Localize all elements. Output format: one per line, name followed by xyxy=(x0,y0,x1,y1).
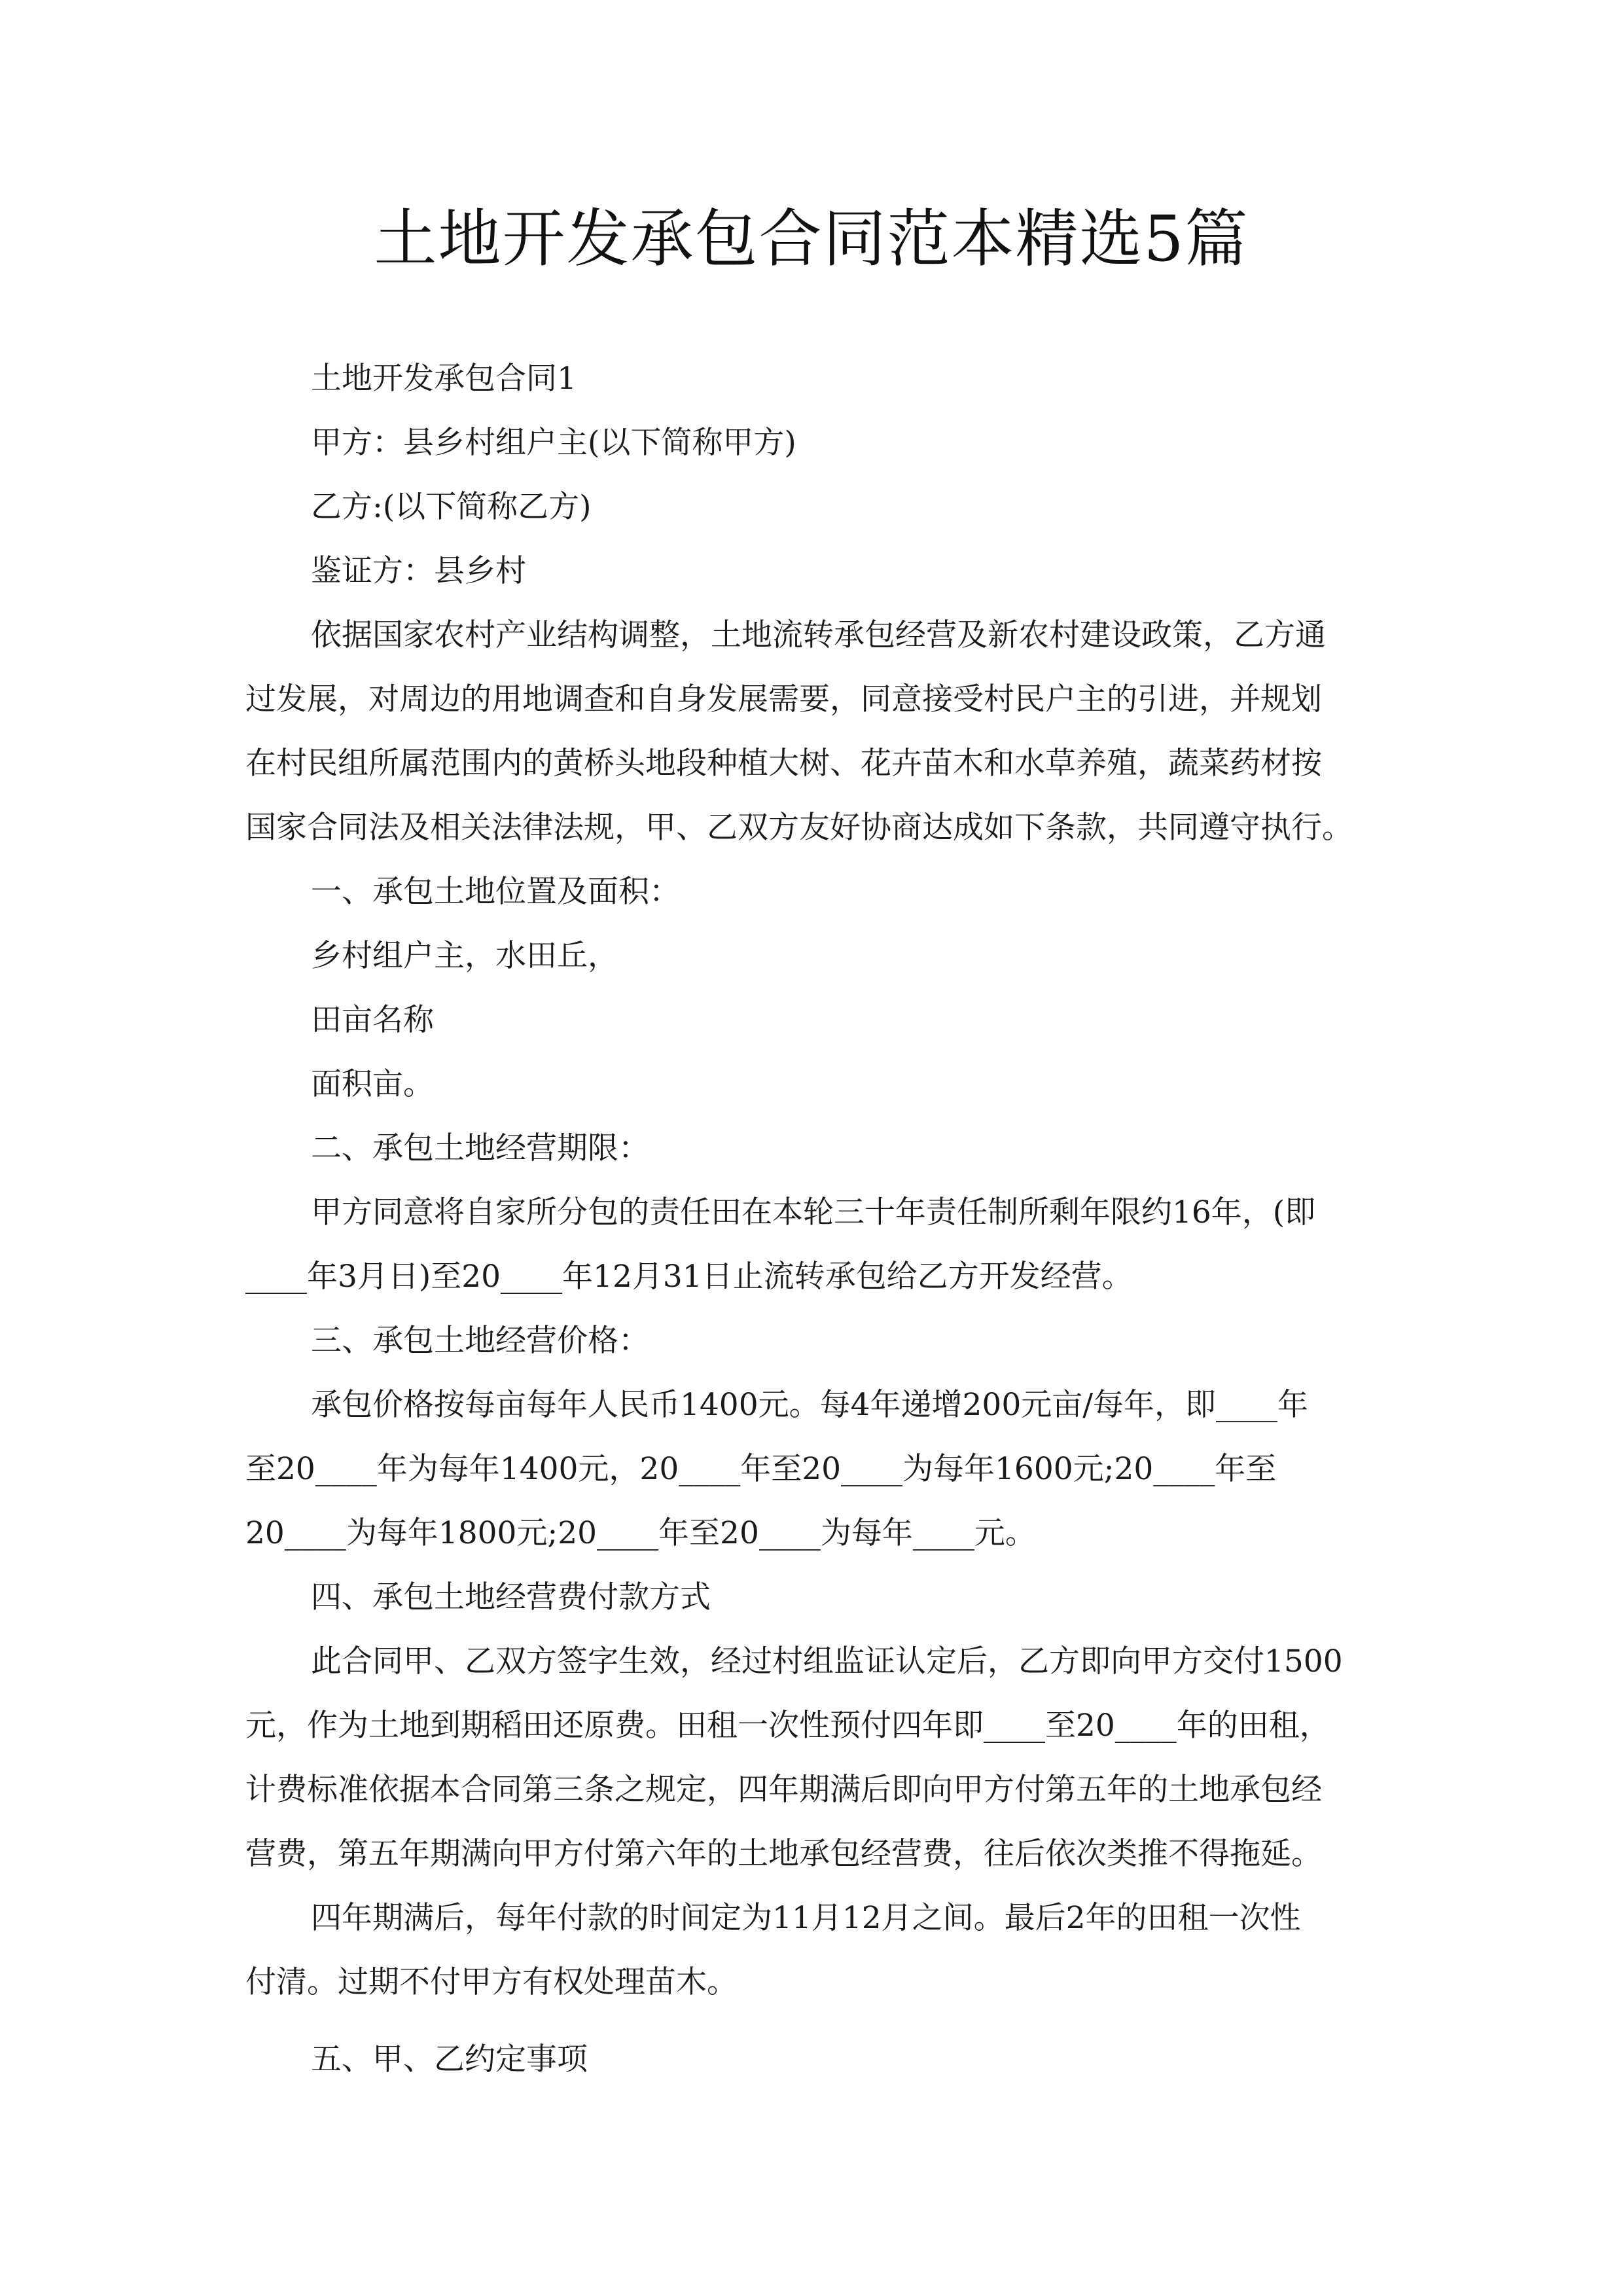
paragraph-line: 依据国家农村产业结构调整，土地流转承包经营及新农村建设政策，乙方通 xyxy=(311,617,1326,653)
section-heading: 二、承包土地经营期限： xyxy=(311,1130,649,1166)
paragraph-line: 甲方同意将自家所分包的责任田在本轮三十年责任制所剩年限约16年，(即 xyxy=(311,1194,1316,1230)
section-heading: 三、承包土地经营价格： xyxy=(311,1323,649,1359)
paragraph-line: 元，作为土地到期稻田还原费。田租一次性预付四年即____至20____年的田租， xyxy=(245,1708,1330,1744)
paragraph-line: 过发展，对周边的用地调查和自身发展需要，同意接受村民户主的引进，并规划 xyxy=(245,681,1322,717)
paragraph-line: 在村民组所属范围内的黄桥头地段种植大树、花卉苗木和水草养殖，蔬菜药材按 xyxy=(245,745,1322,781)
paragraph-line: 四年期满后，每年付款的时间定为11月12月之间。最后2年的田租一次性 xyxy=(311,1900,1301,1936)
paragraph-line: 国家合同法及相关法律法规，甲、乙双方友好协商达成如下条款，共同遵守执行。 xyxy=(245,810,1353,846)
paragraph-line: 20____为每年1800元;20____年至20____为每年____元。 xyxy=(245,1515,1036,1551)
section-heading: 五、甲、乙约定事项 xyxy=(311,2041,588,2077)
contract-heading: 土地开发承包合同1 xyxy=(311,361,577,397)
paragraph-line: 至20____年为每年1400元，20____年至20____为每年1600元;20____年至 xyxy=(245,1451,1277,1487)
paragraph-line: 计费标准依据本合同第三条之规定，四年期满后即向甲方付第五年的土地承包经 xyxy=(245,1772,1322,1808)
paragraph-line: 面积亩。 xyxy=(311,1066,434,1102)
section-heading: 四、承包土地经营费付款方式 xyxy=(311,1579,711,1615)
paragraph-line: 付清。过期不付甲方有权处理苗木。 xyxy=(245,1964,738,2000)
party-b-line: 乙方:(以下简称乙方) xyxy=(311,489,592,525)
paragraph-line: 营费，第五年期满向甲方付第六年的土地承包经营费，往后依次类推不得拖延。 xyxy=(245,1836,1322,1872)
paragraph-line: 承包价格按每亩每年人民币1400元。每4年递增200元亩/每年，即____年 xyxy=(311,1387,1309,1423)
witness-line: 鉴证方：县乡村 xyxy=(311,553,526,589)
party-a-line: 甲方：县乡村组户主(以下简称甲方) xyxy=(311,425,796,461)
paragraph-line: 此合同甲、乙双方签字生效，经过村组监证认定后，乙方即向甲方交付1500 xyxy=(311,1643,1343,1679)
spacer xyxy=(245,2015,1397,2028)
paragraph-line: 乡村组户主，水田丘， xyxy=(311,938,618,974)
document-body xyxy=(245,347,1397,2092)
document-title: 土地开发承包合同范本精选5篇 xyxy=(374,202,1249,276)
section-heading: 一、承包土地位置及面积： xyxy=(311,874,680,910)
paragraph-line: ____年3月日)至20____年12月31日止流转承包给乙方开发经营。 xyxy=(245,1259,1133,1295)
paragraph-line: 田亩名称 xyxy=(311,1002,434,1038)
